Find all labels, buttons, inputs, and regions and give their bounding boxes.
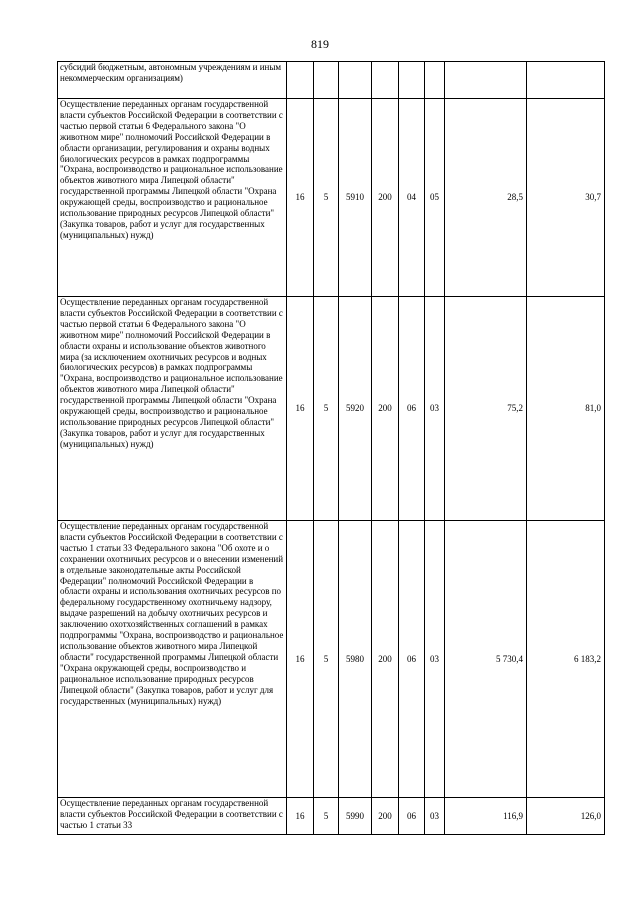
cell-code: 5990 xyxy=(339,798,372,835)
cell-code: 05 xyxy=(425,99,445,297)
cell-code: 200 xyxy=(372,521,399,798)
table-row xyxy=(58,297,605,521)
cell-code xyxy=(372,62,399,99)
cell-code: 16 xyxy=(287,99,314,297)
cell-amount: 75,2 xyxy=(445,297,527,521)
cell-amount: 81,0 xyxy=(527,297,605,521)
row-description: Осуществление переданных органам государственной власти субъектов Российской Федерации в соответствии с частью 1 статьи 33 xyxy=(58,798,287,835)
cell-code: 5 xyxy=(314,99,339,297)
cell-code: 06 xyxy=(399,521,425,798)
cell-amount: 116,9 xyxy=(445,798,527,835)
cell-amount xyxy=(527,62,605,99)
cell-code: 200 xyxy=(372,99,399,297)
cell-code: 5 xyxy=(314,297,339,521)
cell-code: 5 xyxy=(314,521,339,798)
cell-amount: 28,5 xyxy=(445,99,527,297)
cell-code: 04 xyxy=(399,99,425,297)
row-description: Осуществление переданных органам государственной власти субъектов Российской Федерации в соответствии с частью 1 статьи 33 Федерального закона "Об охоте и о сохранении охотничьих ресурсов и о внесении изменений в отдельные законодательные акты Российской Федерации" полномочий Российской Федерации в области охраны и использования охотничьих ресурсов по федеральному государственному охотничьему надзору, выдаче разрешений на добычу охотничьих ресурсов и заключению охотхозяйственных соглашений в рамках подпрограммы "Охрана, воспроизводство и рациональное использование объектов животного мира Липецкой области" государственной программы Липецкой области "Охрана окружающей среды, воспроизводство и рациональное использование природных ресурсов Липецкой области" (Закупка товаров, работ и услуг для государственных (муниципальных) нужд) xyxy=(58,521,287,798)
page-number: 819 xyxy=(311,37,329,51)
cell-code: 03 xyxy=(425,798,445,835)
table-row xyxy=(58,798,605,835)
cell-code: 5 xyxy=(314,798,339,835)
table-row xyxy=(58,521,605,798)
cell-code xyxy=(287,62,314,99)
cell-code: 03 xyxy=(425,297,445,521)
cell-code: 03 xyxy=(425,521,445,798)
cell-amount: 6 183,2 xyxy=(527,521,605,798)
cell-code xyxy=(339,62,372,99)
cell-code: 16 xyxy=(287,297,314,521)
table-row xyxy=(58,62,605,99)
cell-code: 06 xyxy=(399,297,425,521)
row-description: Осуществление переданных органам государственной власти субъектов Российской Федерации в соответствии с частью первой статьи 6 Федерального закона "О животном мире" полномочий Российской Федерации в области охраны и использование объектов животного мира (за исключением охотничьих ресурсов и водных биологических ресурсов) в рамках подпрограммы "Охрана, воспроизводство и рациональное использование объектов животного мира Липецкой области" государственной программы Липецкой области "Охрана окружающей среды, воспроизводство и рациональное использование природных ресурсов Липецкой области" (Закупка товаров, работ и услуг для государственных (муниципальных) нужд) xyxy=(58,297,287,521)
cell-amount xyxy=(445,62,527,99)
cell-code xyxy=(425,62,445,99)
cell-code: 5910 xyxy=(339,99,372,297)
cell-code: 16 xyxy=(287,798,314,835)
cell-amount: 126,0 xyxy=(527,798,605,835)
cell-code: 200 xyxy=(372,798,399,835)
cell-code: 06 xyxy=(399,798,425,835)
cell-amount: 5 730,4 xyxy=(445,521,527,798)
table-row xyxy=(58,99,605,297)
row-description: Осуществление переданных органам государственной власти субъектов Российской Федерации в соответствии с частью первой статьи 6 Федерального закона "О животном мире" полномочий Российской Федерации в области организации, регулирования и охраны водных биологических ресурсов в рамках подпрограммы "Охрана, воспроизводство и рациональное использование объектов животного мира Липецкой области" государственной программы Липецкой области "Охрана окружающей среды, воспроизводство и рациональное использование природных ресурсов Липецкой области" (Закупка товаров, работ и услуг для государственных (муниципальных) нужд) xyxy=(58,99,287,297)
row-description: субсидий бюджетным, автономным учреждениям и иным некоммерческим организациям) xyxy=(58,62,287,99)
cell-code: 5920 xyxy=(339,297,372,521)
cell-code xyxy=(399,62,425,99)
cell-code: 200 xyxy=(372,297,399,521)
cell-code xyxy=(314,62,339,99)
budget-table xyxy=(57,61,605,835)
cell-code: 5980 xyxy=(339,521,372,798)
cell-code: 16 xyxy=(287,521,314,798)
cell-amount: 30,7 xyxy=(527,99,605,297)
